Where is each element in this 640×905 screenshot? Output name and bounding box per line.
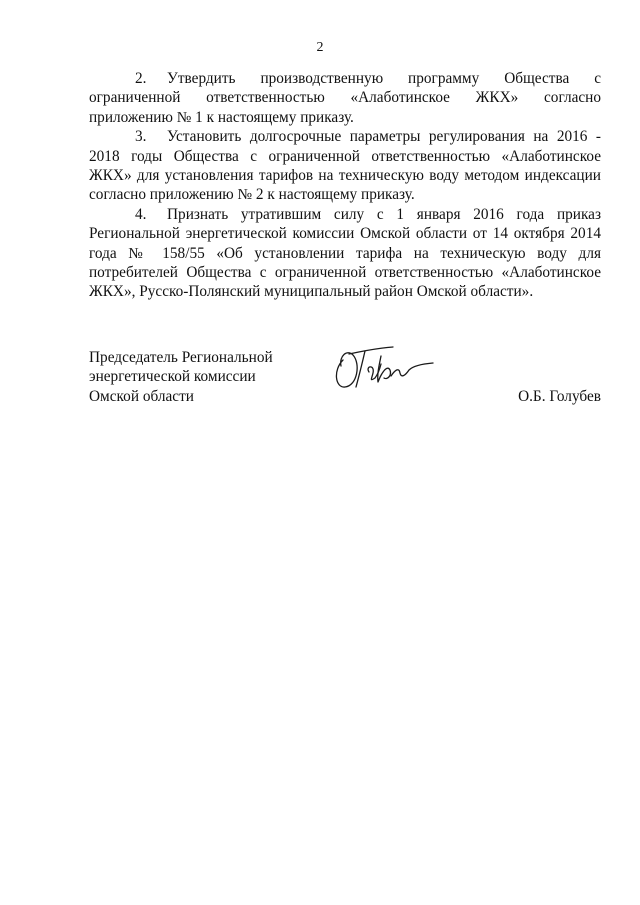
position-line: Омской области [89,387,194,405]
paragraph-text: Установить долгосрочные параметры регулирования на 2016 - 2018 годы Общества с ограниченной ответственностью «Алаботинское ЖКХ» для установления тарифов на техническую воду методом индексации согласно приложению № 2 к настоящему приказу. [89,128,601,204]
signatory-position [89,348,309,406]
signatory-name: О.Б. Голубев [518,388,601,405]
position-line: Председатель Региональной [89,349,273,366]
paragraph-2 [89,69,601,127]
paragraph-number: 3. [135,128,147,146]
paragraph-text: Утвердить производственную программу Общества с ограниченной ответственностью «Алаботинское ЖКХ» согласно приложению № 1 к настоящему приказу. [89,70,601,126]
handwritten-signature [329,340,439,400]
paragraph-number: 2. [135,70,147,87]
signature-block [89,348,601,408]
paragraph-text: Признать утратившим силу с 1 января 2016 года приказ Региональной энергетической комиссии Омской области от 14 октября 2014 года № 158/55 «Об установлении тарифа на техническую воду для потребителей Общества с ограниченной ответственностью «Алаботинское ЖКХ», Русско-Полянский муниципальный район Омской области». [89,205,601,301]
document-body [89,69,601,302]
paragraph-4 [89,205,601,302]
position-line: энергетической комиссии [89,368,256,386]
paragraph-3 [89,127,601,205]
page-number: 2 [316,40,324,55]
paragraph-number: 4. [135,205,147,223]
